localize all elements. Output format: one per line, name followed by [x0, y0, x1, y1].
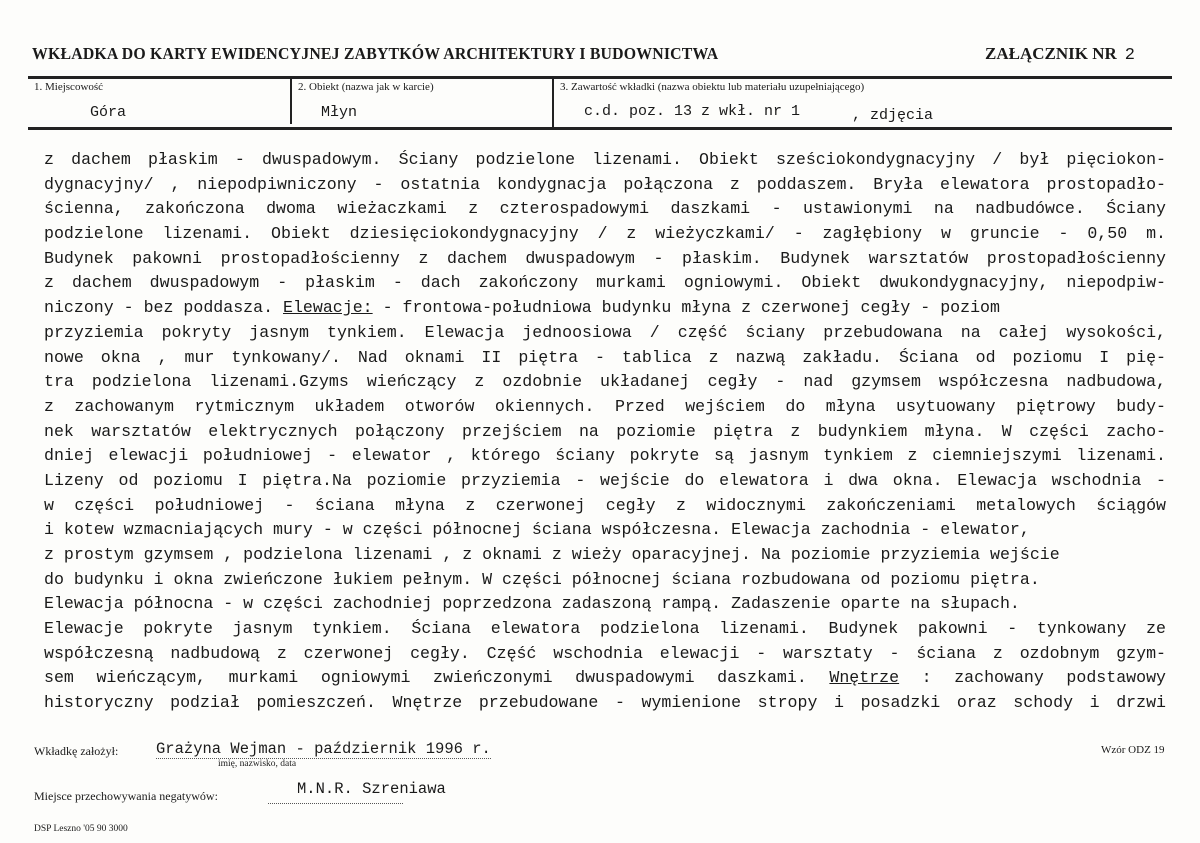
text-line: [44, 296, 1166, 321]
text-segment: z dachem płaskim - dwuspadowym. Ściany podzielone lizenami. Obiekt sześciokondygnacyjny / był pięciokon-: [44, 150, 1166, 169]
text-line: [44, 197, 1166, 222]
text-segment: historyczny podział pomieszczeń. Wnętrze przebudowane - wymienione stropy i posadzki oraz schody i drzwi: [44, 693, 1166, 713]
text-segment: Budynek pakowni prostopadłościenny z dachem dwuspadowym - płaskim. Budynek warsztatów prostopadłościenny: [44, 248, 1166, 268]
text-line: [44, 247, 1166, 272]
text-line: [44, 370, 1166, 395]
text-line: [44, 666, 1166, 691]
underlined-heading: Wnętrze: [829, 668, 900, 688]
author-caption: imię, nazwisko, data: [218, 759, 297, 769]
text-segment: niczony - bez poddasza.: [44, 298, 283, 318]
place-value: Góra: [90, 104, 127, 121]
annex-number: [985, 44, 1135, 65]
header-bottom-rule: [28, 127, 1172, 130]
text-segment: przyziemia pokryty jasnym tynkiem. Elewacja jednoosiowa / część ściany przebudowana na całej wysokości,: [44, 322, 1166, 342]
text-line: [44, 642, 1166, 667]
description-text: [44, 148, 1166, 716]
place-label: 1. Miejscowość: [34, 81, 104, 93]
text-line: [44, 592, 1166, 617]
text-segment: podzielone lizenami. Obiekt dziesięciokondygnacyjny / z wieżyczkami/ - zagłębiony w gruncie - 0,50 m.: [44, 224, 1166, 244]
annex-label: ZAŁĄCZNIK NR: [985, 44, 1117, 63]
text-line: [44, 543, 1166, 568]
text-segment: tra podzielona lizenami.Gzyms wieńczący z ozdobnie układanej cegły - nad gzymsem współczesna nadbudowa,: [44, 372, 1166, 392]
text-segment: ścienna, zakończona dwoma wieżaczkami z czterospadowymi daszkami - ustawionymi na nadbudówce. Ściany: [44, 199, 1166, 219]
content-extra: , zdjęcia: [852, 107, 934, 124]
text-segment: z zachowanym rytmicznym układem otworów okiennych. Przed wejściem do młyna usytuowany piętrowy budy-: [44, 396, 1166, 416]
text-segment: i kotew wzmacniających mury - w części północnej ściana współczesna. Elewacja zachodnia - elewator,: [44, 520, 1030, 540]
text-segment: z prostym gzymsem , podzielona lizenami , z oknami z wieży oparacyjnej. Na poziomie przyziemia wejście: [44, 545, 1060, 564]
text-segment: Elewacja północna - w części zachodniej poprzedzona zadaszoną rampą. Zadaszenie oparte na słupach.: [44, 594, 1020, 614]
text-line: [44, 321, 1166, 346]
text-segment: - frontowa-południowa budynku młyna z czerwonej cegły - poziom: [372, 298, 1000, 318]
object-value: Młyn: [321, 104, 358, 121]
text-segment: nek warsztatów elektrycznych połączony przejściem na poziomie piętra z budynkiem młyna. W części zacho-: [44, 421, 1166, 441]
document-title: WKŁADKA DO KARTY EWIDENCYJNEJ ZABYTKÓW ARCHITEKTURY I BUDOWNICTWA: [32, 44, 719, 63]
content-label: 3. Zawartość wkładki (nazwa obiektu lub materiału uzupełniającego): [560, 81, 865, 93]
text-line: [44, 222, 1166, 247]
text-segment: z dachem dwuspadowym - płaskim - dach zakończony murkami ogniowymi. Obiekt dwukondygnacyjny, niepodpiw-: [44, 273, 1166, 293]
content-value: c.d. poz. 13 z wkł. nr 1: [584, 103, 801, 120]
text-segment: nowe okna , mur tynkowany/. Nad oknami II piętra - tablica z nazwą zakładu. Ściana od poziomu I pię-: [44, 347, 1166, 367]
text-segment: współczesną nadbudową z czerwonej cegły. Część wschodnia elewacji - warsztaty - ściana z ozdobnym gzym-: [44, 643, 1166, 663]
annex-value: 2: [1124, 46, 1135, 65]
author-value: Grażyna Wejman - październik 1996 r.: [156, 740, 491, 758]
text-line: [44, 469, 1166, 494]
storage-label: Miejsce przechowywania negatywów:: [34, 789, 218, 803]
text-segment: dygnacyjny/ , niepodpiwniczony - ostatnia kondygnacja połączona z poddaszem. Bryła elewatora prostopadło-: [44, 174, 1166, 194]
text-segment: dniej elewacji południowej - elewator , którego ściany pokryte są jasnym tynkiem z ciemniejszymi lizenami.: [44, 446, 1166, 466]
text-line: [44, 173, 1166, 198]
field-divider: [552, 78, 554, 128]
object-label: 2. Obiekt (nazwa jak w karcie): [298, 81, 434, 93]
text-line: [44, 271, 1166, 296]
text-line: [44, 148, 1166, 173]
text-line: [44, 568, 1166, 593]
underlined-heading: Elewacje:: [283, 298, 373, 318]
text-segment: do budynku i okna zwieńczone łukiem pełnym. W części północnej ściana rozbudowana od poziomu piętra.: [44, 569, 1040, 589]
printer-imprint: DSP Leszno '05 90 3000: [34, 824, 128, 834]
text-segment: Lizeny od poziomu I piętra.Na poziomie przyziemia - wejście do elewatora i dwa okna. Elewacja wschodnia -: [44, 470, 1166, 490]
storage-value: M.N.R. Szreniawa: [297, 780, 446, 798]
field-divider: [290, 78, 292, 124]
text-line: [44, 518, 1166, 543]
text-segment: sem wieńczącym, murkami ogniowymi zwieńczonymi dwuspadowymi daszkami.: [44, 668, 830, 688]
text-line: [44, 494, 1166, 519]
text-segment: w części południowej - ściana młyna z czerwonej cegły z widocznymi zakończeniami metalowych ściągów: [44, 495, 1166, 515]
text-line: [44, 691, 1166, 716]
form-code: Wzór ODZ 19: [1101, 744, 1165, 756]
header-top-rule: [28, 76, 1172, 79]
text-line: [44, 420, 1166, 445]
text-segment: : zachowany podstawowy: [899, 668, 1166, 688]
text-segment: Elewacje pokryte jasnym tynkiem. Ściana elewatora podzielona lizenami. Budynek pakowni - tynkowany ze: [44, 619, 1166, 639]
text-line: [44, 395, 1166, 420]
author-label: Wkładkę założył:: [34, 744, 119, 758]
storage-underline: [268, 803, 403, 804]
text-line: [44, 444, 1166, 469]
text-line: [44, 346, 1166, 371]
text-line: [44, 617, 1166, 642]
